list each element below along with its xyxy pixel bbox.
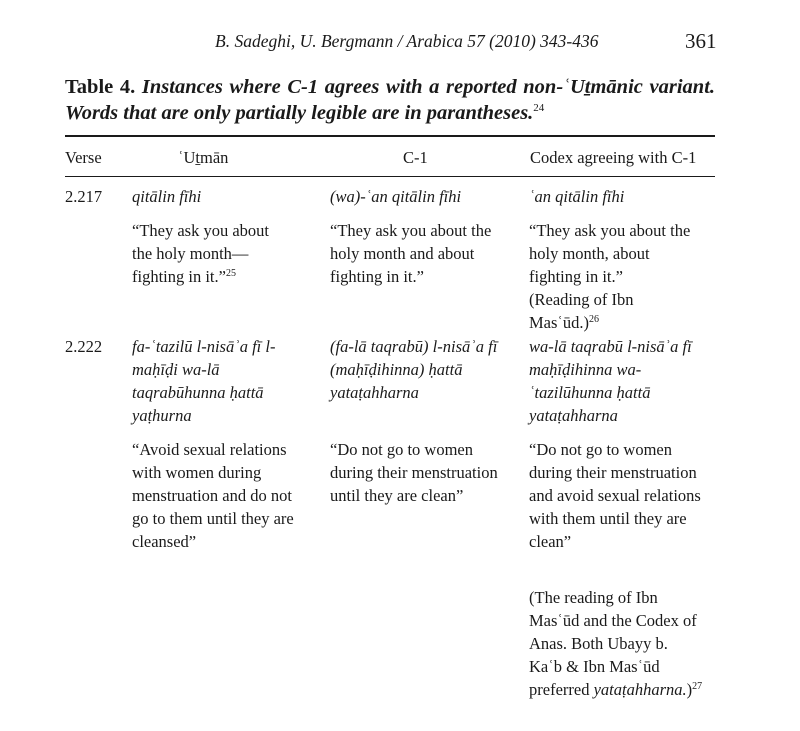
row2-codex-arabic: wa-lā taqrabū l-nisāʾa fī maḥīḍihinna wa-ʿtazilūhunna ḥattā yataṭahharna: [529, 337, 692, 425]
running-head: B. Sadeghi, U. Bergmann / Arabica 57 (2010) 343-436: [215, 31, 599, 51]
table-top-rule: [65, 135, 715, 137]
table-caption: [65, 74, 715, 126]
row2-verse: 2.222: [65, 337, 103, 356]
row2-c1-arabic: (fa-lā taqrabū) l-nisāʾa fī (maḥīḍihinna) ḥattā yataṭahharna: [330, 337, 498, 402]
caption-footnote-ref: 24: [533, 102, 545, 114]
header-verse: Verse: [65, 148, 102, 167]
running-header: [0, 31, 800, 55]
row2-uthman-translation: “Avoid sexual relations with women during menstruation and do not go to them until they are cleansed”: [132, 440, 294, 551]
header-uthman: ʿUṯmān: [178, 148, 229, 167]
row2-c1-translation: “Do not go to women during their menstruation until they are clean”: [330, 440, 498, 505]
row1-uthman-arabic: qitālin fīhi: [132, 187, 202, 206]
page-number: 361: [685, 29, 717, 53]
row2-codex-footnote: 27: [692, 681, 703, 692]
row1-c1-translation: “They ask you about the holy month and about fighting in it.”: [330, 221, 492, 286]
caption-label: Table 4.: [65, 76, 136, 98]
table-header-rule: [65, 176, 715, 177]
row1-uthman-footnote: 25: [225, 268, 236, 279]
header-c1: C-1: [403, 148, 428, 167]
row1-codex-footnote: 26: [589, 314, 600, 325]
row1-c1-arabic: (wa)-ʿan qitālin fīhi: [330, 187, 462, 206]
row1-verse: 2.217: [65, 187, 103, 206]
row2-codex-reading: (The reading of Ibn Masʿūd and the Codex of Anas. Both Ubayy b. Kaʿb & Ibn Masʿūd preferred yataṭahharna.)$^{27}$: [529, 588, 703, 699]
row1-uthman-translation: “They ask you about the holy month—fighting in it.”$^{25}$: [132, 221, 270, 286]
row2-uthman-arabic: fa-ʿtazilū l-nisāʾa fī l-maḥīḍi wa-lā taqrabūhunna ḥattā yaṭhurna: [132, 337, 276, 425]
row1-codex-arabic: ʿan qitālin fīhi: [529, 187, 625, 206]
row2-codex-translation: “Do not go to women during their menstruation and avoid sexual relations with them until they are clean”: [529, 440, 701, 551]
caption-text: Instances where C-1 agrees with a reported non-ʿUṯmānic variant. Words that are only partially legible are in parantheses.: [65, 76, 716, 124]
row1-codex-translation: “They ask you about the holy month, about fighting in it.”: [529, 221, 691, 286]
header-codex: Codex agreeing with C-1: [530, 148, 697, 167]
row1-codex-reading: (Reading of Ibn Masʿūd.)$^{26}$: [529, 290, 634, 332]
